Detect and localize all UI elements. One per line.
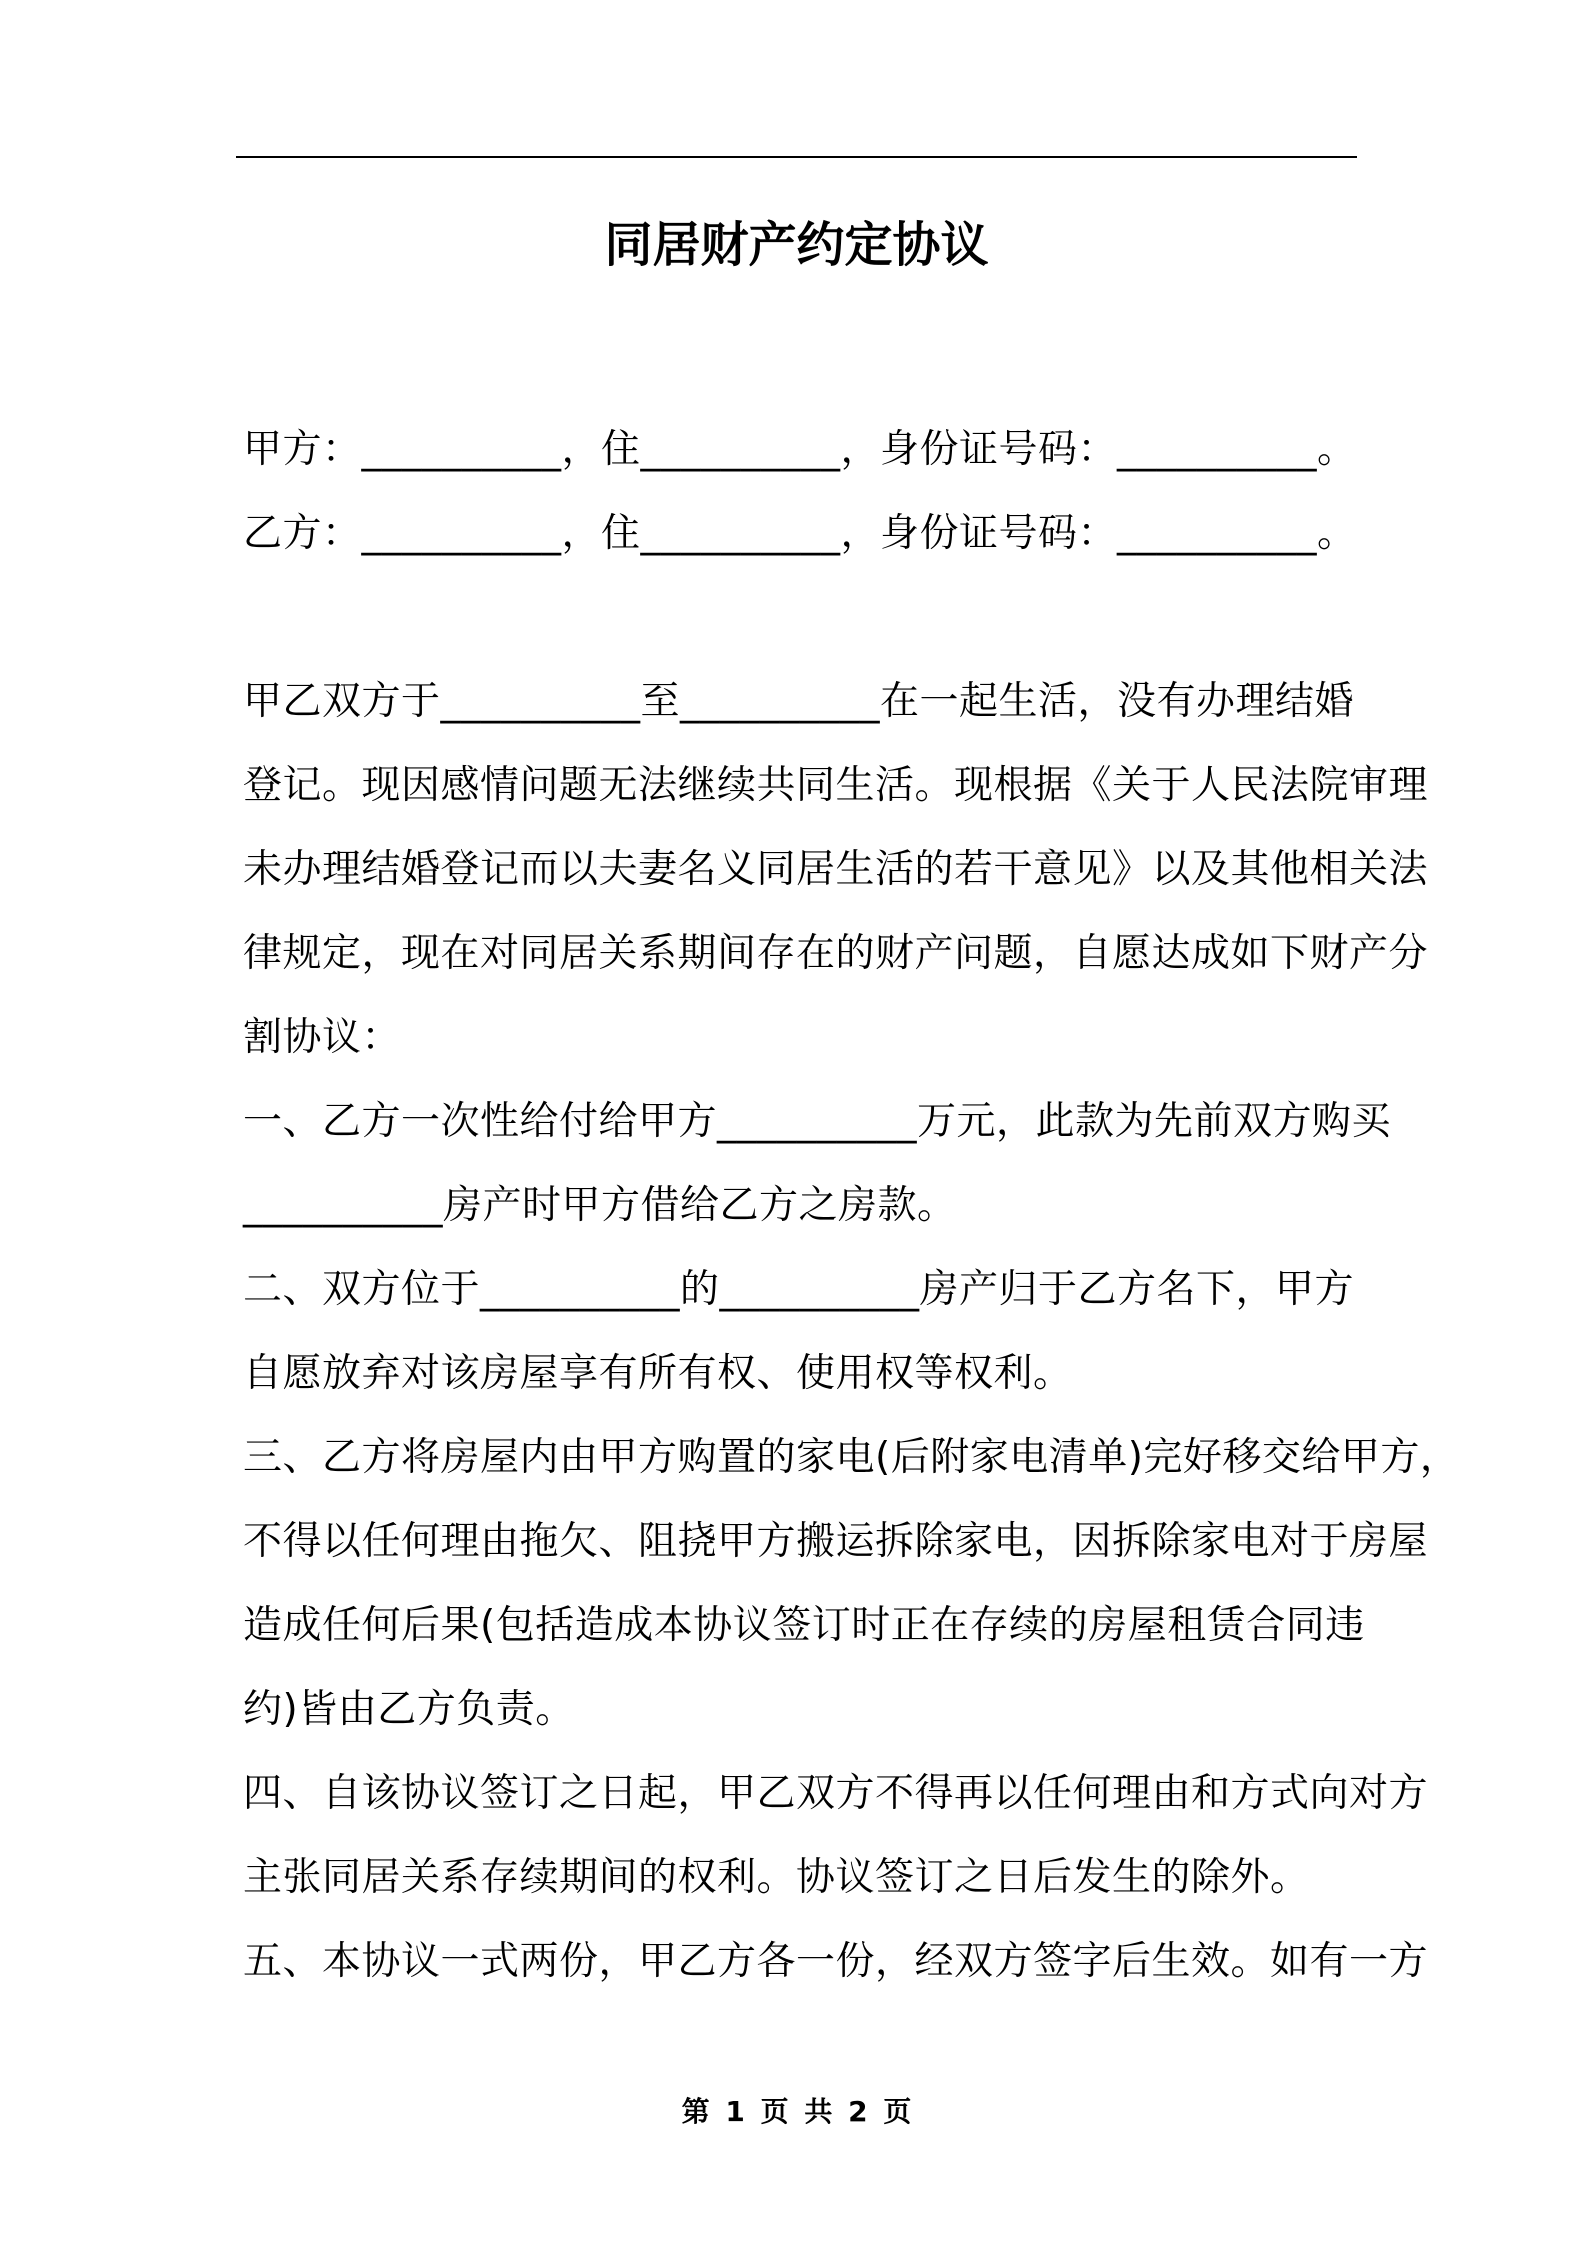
clause-line: 一、乙方一次性给付给甲方__________万元，此款为先前双方购买 [243, 1099, 1392, 1144]
party-b-line: 乙方：__________，住__________，身份证号码：__________。 [243, 511, 1357, 556]
document-body [243, 408, 1460, 2004]
clause-line: 四、自该协议签订之日起，甲乙双方不得再以任何理由和方式向对方 [243, 1771, 1429, 1816]
body-line: 登记。现因感情问题无法继续共同生活。现根据《关于人民法院审理 [243, 763, 1429, 808]
clause-line: 造成任何后果(包括造成本协议签订时正在存续的房屋租赁合同违 [243, 1603, 1365, 1648]
paragraph-gap [243, 576, 1371, 660]
body-line: 甲乙双方于__________至__________在一起生活，没有办理结婚 [243, 679, 1355, 724]
body-line: 割协议： [243, 1015, 402, 1060]
clause-line: 二、双方位于__________的__________房产归于乙方名下，甲方 [243, 1267, 1355, 1312]
clause-line: 不得以任何理由拖欠、阻挠甲方搬运拆除家电，因拆除家电对于房屋 [243, 1519, 1429, 1564]
clause-line: 三、乙方将房屋内由甲方购置的家电(后附家电清单)完好移交给甲方， [243, 1435, 1460, 1480]
clause-line: 五、本协议一式两份，甲乙方各一份，经双方签字后生效。如有一方 [243, 1939, 1429, 1984]
clause-line: 主张同居关系存续期间的权利。协议签订之日后发生的除外。 [243, 1855, 1310, 1900]
clause-line: 约)皆由乙方负责。 [243, 1687, 575, 1732]
party-a-line: 甲方：__________，住__________，身份证号码：__________。 [243, 427, 1357, 472]
body-line: 律规定，现在对同居关系期间存在的财产问题，自愿达成如下财产分 [243, 931, 1429, 976]
clause-line: __________房产时甲方借给乙方之房款。 [243, 1183, 957, 1228]
clause-line: 自愿放弃对该房屋享有所有权、使用权等权利。 [243, 1351, 1073, 1396]
body-line: 未办理结婚登记而以夫妻名义同居生活的若干意见》以及其他相关法 [243, 847, 1429, 892]
page-footer: 第 1 页 共 2 页 [681, 2095, 912, 2128]
document-title: 同居财产约定协议 [604, 217, 989, 273]
header-rule [236, 156, 1357, 158]
